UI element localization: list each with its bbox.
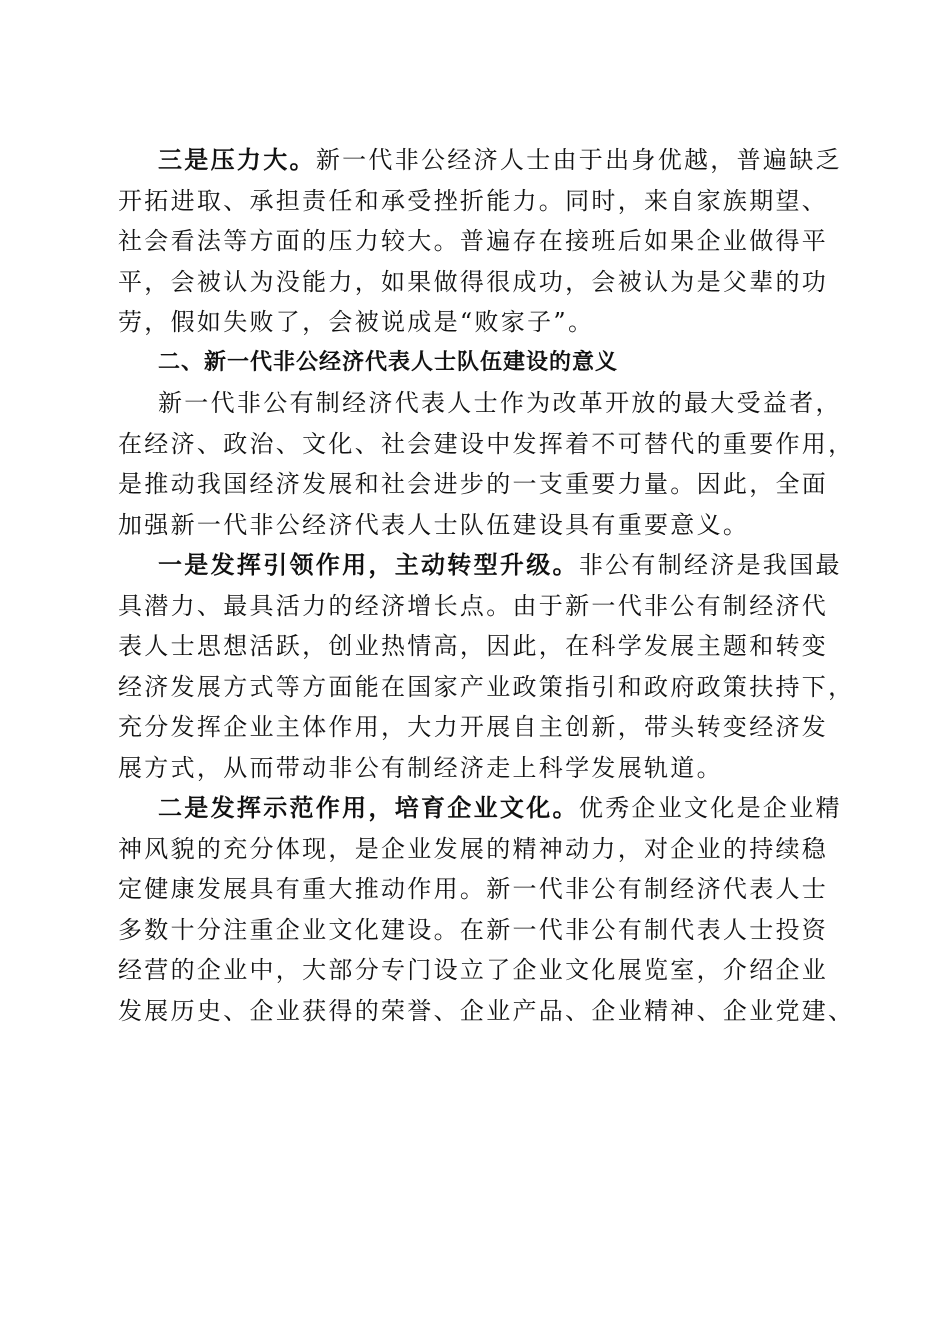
document-page	[118, 140, 855, 1031]
paragraph-culture-line-2: 神风貌的充分体现，是企业发展的精神动力，对企业的持续稳	[118, 834, 829, 863]
paragraph-leading-line-5: 充分发挥企业主体作用，大力开展自主创新，带头转变经济发	[118, 713, 829, 741]
paragraph-culture-line-4: 多数十分注重企业文化建设。在新一代非公有制代表人士投资	[118, 915, 829, 944]
paragraph-culture-line-1	[118, 788, 842, 829]
paragraph-pressure-line-1	[118, 140, 842, 181]
leading-text: 非公有制经济是我国最	[578, 551, 842, 579]
paragraph-leading-line-2: 具潜力、最具活力的经济增长点。由于新一代非公有制经济代	[118, 591, 829, 620]
paragraph-significance-line-4: 加强新一代非公经济代表人士队伍建设具有重要意义。	[118, 510, 750, 539]
paragraph-pressure-line-3: 社会看法等方面的压力较大。普遍存在接班后如果企业做得平	[118, 227, 829, 255]
paragraph-leading-line-3: 表人士思想活跃，创业热情高，因此，在科学发展主题和转变	[118, 632, 829, 660]
paragraph-pressure-line-4: 平，会被认为没能力，如果做得很成功，会被认为是父辈的功	[118, 267, 829, 296]
pressure-lead: 三是压力大。	[158, 145, 316, 174]
paragraph-culture-line-6: 发展历史、企业获得的荣誉、企业产品、企业精神、企业党建、	[118, 996, 855, 1025]
paragraph-culture-line-3: 定健康发展具有重大推动作用。新一代非公有制经济代表人士	[118, 875, 829, 903]
paragraph-leading-line-4: 经济发展方式等方面能在国家产业政策指引和政府政策扶持下，	[118, 672, 855, 701]
paragraph-culture-line-5: 经营的企业中，大部分专门设立了企业文化展览室，介绍企业	[118, 956, 829, 984]
culture-text: 优秀企业文化是企业精	[578, 794, 842, 822]
paragraph-significance-line-1: 新一代非公有制经济代表人士作为改革开放的最大受益者，	[158, 389, 842, 417]
paragraph-pressure-line-5: 劳，假如失败了，会被说成是“败家子”。	[118, 308, 595, 336]
section-heading: 二、新一代非公经济代表人士队伍建设的意义	[158, 349, 619, 375]
pressure-text: 新一代非公经济人士由于出身优越，普遍缺乏	[315, 146, 842, 174]
paragraph-pressure-line-2: 开拓进取、承担责任和承受挫折能力。同时，来自家族期望、	[118, 186, 829, 215]
paragraph-significance-line-2: 在经济、政治、文化、社会建设中发挥着不可替代的重要作用，	[118, 429, 855, 458]
leading-lead: 一是发挥引领作用，主动转型升级。	[158, 550, 579, 579]
paragraph-leading-line-1	[118, 545, 842, 586]
paragraph-significance-line-3: 是推动我国经济发展和社会进步的一支重要力量。因此，全面	[118, 470, 829, 498]
paragraph-leading-line-6: 展方式，从而带动非公有制经济走上科学发展轨道。	[118, 753, 723, 782]
culture-lead: 二是发挥示范作用，培育企业文化。	[158, 793, 579, 822]
